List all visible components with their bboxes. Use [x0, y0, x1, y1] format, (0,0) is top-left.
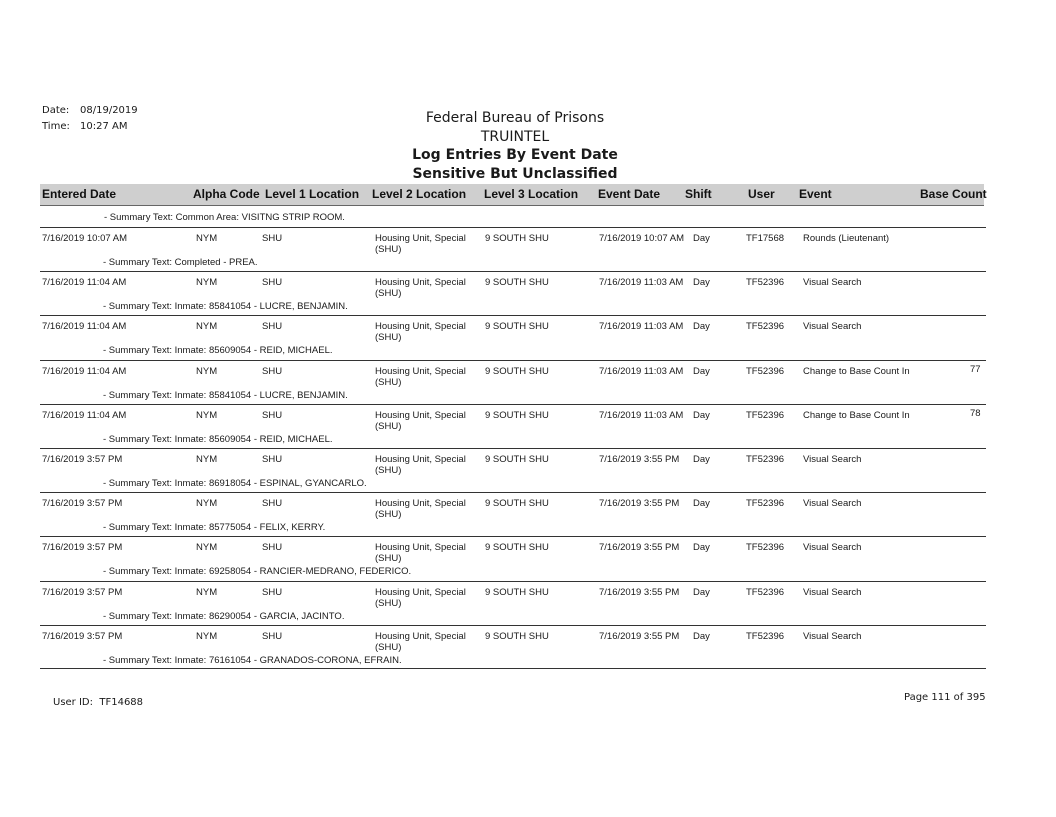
- level3-location: 9 SOUTH SHU: [485, 409, 549, 421]
- level1-location: SHU: [262, 498, 283, 510]
- level2-location-line2: (SHU): [375, 553, 402, 565]
- event: Visual Search: [803, 454, 862, 465]
- user: TF17568: [746, 233, 785, 244]
- summary-text: - Summary Text: Inmate: 86918054 - ESPINAL, GYANCARLO.: [103, 478, 367, 489]
- system-title: TRUINTEL: [480, 128, 550, 145]
- level3-location: 9 SOUTH SHU: [485, 586, 549, 598]
- table-row: [40, 448, 986, 493]
- alpha-code: NYM: [196, 542, 218, 554]
- level2-location-line1: Housing Unit, Special: [375, 542, 466, 554]
- user: TF52396: [746, 630, 785, 642]
- classification-title: Sensitive But Unclassified: [412, 165, 618, 182]
- level2-location-line2: (SHU): [375, 332, 402, 344]
- table-row: [40, 625, 986, 670]
- level3-location: 9 SOUTH SHU: [485, 542, 549, 554]
- user: TF52396: [746, 365, 785, 377]
- user: TF52396: [746, 454, 785, 465]
- event-date: 7/16/2019 11:03 AM: [599, 277, 684, 289]
- level3-location: 9 SOUTH SHU: [485, 365, 549, 377]
- level1-location: SHU: [262, 454, 283, 465]
- user: TF52396: [746, 409, 785, 421]
- level1-location: SHU: [262, 542, 283, 554]
- shift: Day: [693, 586, 710, 598]
- shift: Day: [693, 630, 710, 642]
- event: Rounds (Lieutenant): [803, 233, 890, 244]
- entered-date: 7/16/2019 11:04 AM: [42, 277, 127, 289]
- date-value: 08/19/2019: [80, 105, 138, 116]
- col-base-count: Base Count: [920, 187, 987, 201]
- alpha-code: NYM: [196, 233, 218, 244]
- level2-location-line1: Housing Unit, Special: [375, 277, 466, 289]
- org-title: Federal Bureau of Prisons: [425, 110, 605, 126]
- level3-location: 9 SOUTH SHU: [485, 454, 549, 465]
- col-shift: Shift: [685, 187, 712, 201]
- col-user: User: [748, 187, 775, 201]
- alpha-code: NYM: [196, 586, 218, 598]
- table-row: [40, 404, 986, 449]
- entered-date: 7/16/2019 3:57 PM: [42, 586, 123, 598]
- table-bottom-rule: [40, 668, 986, 669]
- date-label: Date:: [42, 105, 70, 116]
- event-date: 7/16/2019 3:55 PM: [599, 498, 680, 510]
- summary-text: - Summary Text: Inmate: 85841054 - LUCRE, BENJAMIN.: [103, 301, 348, 313]
- level2-location-line2: (SHU): [375, 288, 402, 300]
- table-row: [40, 227, 986, 272]
- report-time: [42, 121, 127, 132]
- table-row: [40, 581, 986, 626]
- report-title: Log Entries By Event Date: [412, 147, 618, 163]
- shift: Day: [693, 277, 710, 289]
- event: Visual Search: [803, 542, 862, 554]
- col-event-date: Event Date: [598, 187, 661, 201]
- shift: Day: [693, 409, 710, 421]
- table-header: [40, 184, 987, 206]
- level2-location-line2: (SHU): [375, 376, 402, 388]
- shift: Day: [693, 321, 710, 333]
- table-row: [40, 315, 986, 360]
- shift: Day: [693, 542, 710, 554]
- level3-location: 9 SOUTH SHU: [485, 277, 549, 289]
- table-row: [40, 271, 986, 316]
- level2-location-line2: (SHU): [375, 641, 402, 653]
- level2-location-line2: (SHU): [375, 509, 402, 521]
- shift: Day: [693, 498, 710, 510]
- alpha-code: NYM: [196, 409, 218, 421]
- page-number: Page 111 of 395: [904, 692, 986, 703]
- col-event: Event: [799, 187, 832, 201]
- footer-user: [53, 697, 143, 708]
- level2-location-line1: Housing Unit, Special: [375, 365, 466, 377]
- shift: Day: [693, 365, 710, 377]
- col-entered-date: Entered Date: [42, 187, 117, 201]
- level1-location: SHU: [262, 365, 283, 377]
- user: TF52396: [746, 542, 785, 554]
- entered-date: 7/16/2019 11:04 AM: [42, 321, 127, 333]
- entered-date: 7/16/2019 3:57 PM: [42, 542, 123, 554]
- entered-date: 7/16/2019 3:57 PM: [42, 454, 123, 465]
- summary-text: - Summary Text: Inmate: 85609054 - REID, MICHAEL.: [103, 345, 333, 357]
- shift: Day: [693, 454, 710, 465]
- summary-text: - Summary Text: Inmate: 76161054 - GRANADOS-CORONA, EFRAIN.: [103, 654, 402, 666]
- col-level3: Level 3 Location: [484, 187, 579, 201]
- entered-date: 7/16/2019 3:57 PM: [42, 498, 123, 510]
- event: Visual Search: [803, 277, 862, 289]
- summary-text: - Summary Text: Common Area: VISITNG STRIP ROOM.: [104, 212, 345, 223]
- event-date: 7/16/2019 3:55 PM: [599, 542, 680, 554]
- level2-location-line2: (SHU): [375, 597, 402, 609]
- user: TF52396: [746, 277, 785, 289]
- level2-location-line1: Housing Unit, Special: [375, 586, 466, 598]
- base-count: 78: [970, 407, 981, 419]
- alpha-code: NYM: [196, 498, 218, 510]
- level2-location-line1: Housing Unit, Special: [375, 498, 466, 510]
- alpha-code: NYM: [196, 454, 218, 465]
- base-count: 77: [970, 363, 981, 375]
- entered-date: 7/16/2019 10:07 AM: [42, 233, 128, 244]
- level1-location: SHU: [262, 409, 283, 421]
- report-date: [42, 105, 138, 116]
- summary-text: - Summary Text: Inmate: 85609054 - REID, MICHAEL.: [103, 433, 333, 445]
- event-date: 7/16/2019 11:03 AM: [599, 365, 684, 377]
- level1-location: SHU: [262, 277, 283, 289]
- alpha-code: NYM: [196, 365, 218, 377]
- user: TF52396: [746, 586, 785, 598]
- level2-location-line2: (SHU): [375, 244, 402, 255]
- level3-location: 9 SOUTH SHU: [485, 498, 549, 510]
- alpha-code: NYM: [196, 277, 218, 289]
- level1-location: SHU: [262, 586, 283, 598]
- level1-location: SHU: [262, 233, 283, 244]
- time-value: 10:27 AM: [80, 121, 128, 132]
- col-level1: Level 1 Location: [265, 187, 360, 201]
- summary-text: - Summary Text: Inmate: 85841054 - LUCRE, BENJAMIN.: [103, 389, 348, 401]
- event: Visual Search: [803, 498, 862, 510]
- level3-location: 9 SOUTH SHU: [485, 630, 549, 642]
- level2-location-line1: Housing Unit, Special: [375, 454, 466, 465]
- summary-text: - Summary Text: Inmate: 69258054 - RANCIER-MEDRANO, FEDERICO.: [103, 566, 412, 578]
- event-date: 7/16/2019 3:55 PM: [599, 630, 680, 642]
- user-id-value: TF14688: [99, 697, 144, 708]
- user: TF52396: [746, 498, 785, 510]
- event-date: 7/16/2019 11:03 AM: [599, 321, 684, 333]
- user-id-label: User ID:: [53, 697, 93, 708]
- event-date: 7/16/2019 11:03 AM: [599, 409, 684, 421]
- col-level2: Level 2 Location: [372, 187, 467, 201]
- alpha-code: NYM: [196, 321, 218, 333]
- level1-location: SHU: [262, 321, 283, 333]
- event-date: 7/16/2019 3:55 PM: [599, 586, 680, 598]
- report-titles: [300, 109, 730, 183]
- shift: Day: [693, 233, 710, 244]
- event-date: 7/16/2019 3:55 PM: [599, 454, 680, 465]
- event: Change to Base Count In: [803, 365, 910, 377]
- entered-date: 7/16/2019 11:04 AM: [42, 365, 127, 377]
- summary-text: - Summary Text: Completed - PREA.: [103, 257, 258, 268]
- level2-location-line1: Housing Unit, Special: [375, 630, 466, 642]
- summary-text: - Summary Text: Inmate: 86290054 - GARCIA, JACINTO.: [103, 610, 345, 622]
- col-alpha-code: Alpha Code: [193, 187, 260, 201]
- table-row: [40, 536, 986, 581]
- time-label: Time:: [42, 121, 70, 132]
- entered-date: 7/16/2019 11:04 AM: [42, 409, 127, 421]
- summary-text: - Summary Text: Inmate: 85775054 - FELIX, KERRY.: [103, 522, 326, 534]
- entered-date: 7/16/2019 3:57 PM: [42, 630, 123, 642]
- event-date: 7/16/2019 10:07 AM: [599, 233, 685, 244]
- event: Change to Base Count In: [803, 409, 910, 421]
- level3-location: 9 SOUTH SHU: [485, 321, 549, 333]
- level2-location-line2: (SHU): [375, 420, 402, 432]
- event: Visual Search: [803, 630, 862, 642]
- table-row: [40, 360, 986, 405]
- level3-location: 9 SOUTH SHU: [485, 233, 549, 244]
- table-row: [40, 492, 986, 537]
- level2-location-line1: Housing Unit, Special: [375, 233, 466, 244]
- event: Visual Search: [803, 586, 862, 598]
- level1-location: SHU: [262, 630, 283, 642]
- level2-location-line2: (SHU): [375, 465, 402, 476]
- user: TF52396: [746, 321, 785, 333]
- level2-location-line1: Housing Unit, Special: [375, 409, 466, 421]
- level2-location-line1: Housing Unit, Special: [375, 321, 466, 333]
- alpha-code: NYM: [196, 630, 218, 642]
- event: Visual Search: [803, 321, 862, 333]
